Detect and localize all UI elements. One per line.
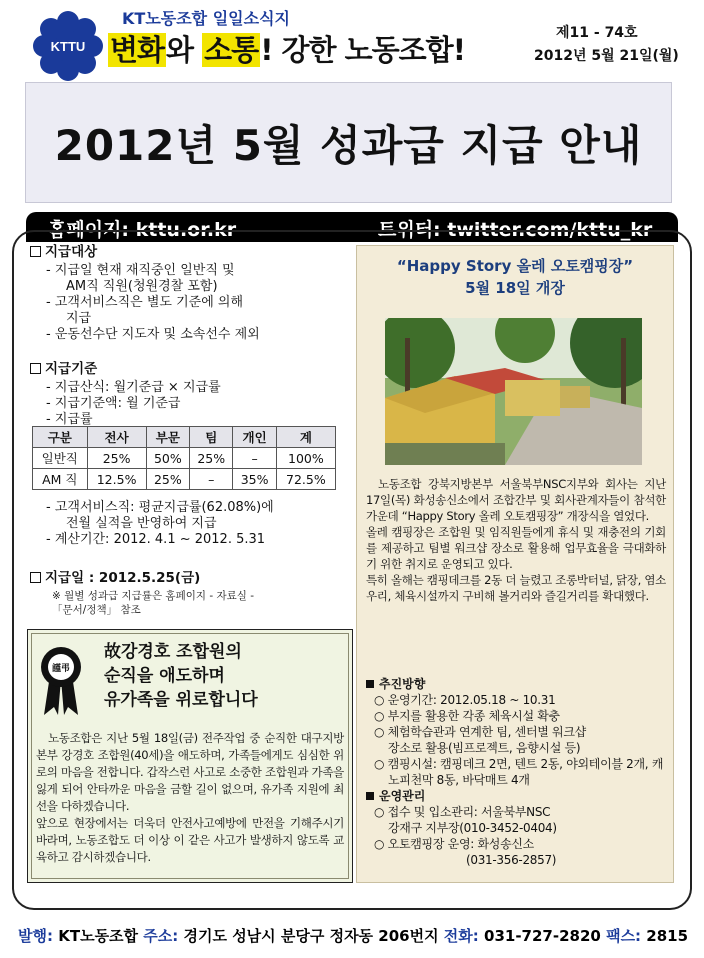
table-cell: 12.5% bbox=[87, 469, 146, 490]
title-band bbox=[25, 82, 672, 203]
table-cell: 25% bbox=[87, 448, 146, 469]
medal-text: 謹弔 bbox=[51, 664, 71, 674]
criteria2-item: 전월 실적을 반영하여 지급 bbox=[66, 516, 217, 531]
footer-address-label: 주소: bbox=[143, 927, 179, 945]
camping-plan-list bbox=[366, 676, 666, 868]
page-title: 2012년 5월 성과급 지급 안내 bbox=[54, 121, 643, 170]
footer-publisher-label: 발행: bbox=[18, 927, 53, 945]
plan-item: 장소로 활용(빔프로젝트, 음향시설 등) bbox=[388, 741, 581, 755]
criteria-item: - 지급산식: 월기준급 × 지급률 bbox=[46, 380, 221, 395]
ops-item: ○ 오토캠핑장 운영: 화성송신소 bbox=[374, 837, 534, 851]
plan-item: ○ 체험학습관과 연계한 팀, 센터별 워크샵 bbox=[374, 725, 586, 739]
ops-heading: 운영관리 bbox=[366, 788, 666, 804]
payday-note: 「문서/정책」 참조 bbox=[52, 604, 141, 616]
footer bbox=[18, 925, 688, 946]
ops-item: (031-356-2857) bbox=[466, 853, 557, 867]
condolence-body bbox=[36, 730, 344, 866]
article-paragraph: 노동조합 강북지방본부 서울북부NSC지부와 회사는 지난 17일(목) 화성송신소에서 조합간부 및 회사관계자들이 참석한 가운데 “Happy Story 올레 오토캠핑장” 개장식을 열었다. bbox=[366, 477, 666, 523]
table-header: 팀 bbox=[190, 427, 233, 448]
left-column-lower bbox=[30, 500, 350, 617]
plan-item: ○ 운영기간: 2012.05.18 ~ 10.31 bbox=[374, 693, 556, 707]
table-row bbox=[33, 469, 336, 490]
square-bullet-icon bbox=[366, 680, 374, 688]
table-header-row bbox=[33, 427, 336, 448]
payday-note: ※ 월별 성과급 지급률은 홈페이지 - 자료실 - bbox=[52, 590, 255, 602]
slogan-part: 와 bbox=[166, 33, 203, 67]
slogan-word-communication: 소통 bbox=[204, 33, 259, 67]
left-column bbox=[30, 240, 350, 428]
section-payday-heading: 지급일 : 2012.5.25(금) bbox=[30, 566, 350, 586]
table-cell: 100% bbox=[276, 448, 335, 469]
homepage-link[interactable]: 홈페이지: kttu.or.kr bbox=[48, 219, 237, 241]
table-cell: 72.5% bbox=[276, 469, 335, 490]
rate-table bbox=[32, 426, 336, 490]
table-row bbox=[33, 448, 336, 469]
table-cell: 25% bbox=[146, 469, 189, 490]
section-target-heading: 지급대상 bbox=[30, 240, 350, 260]
footer-publisher: KT노동조합 bbox=[58, 927, 139, 945]
footer-fax-label: 팩스: bbox=[606, 927, 642, 945]
condolence-paragraph: 앞으로 현장에서는 더욱더 안전사고예방에 만전을 기해주시기 바라며, 노동조합도 더 이상 이 같은 사고가 발생하지 않도록 교육하고 감시하겠습니다. bbox=[36, 816, 344, 864]
table-cell: – bbox=[233, 448, 276, 469]
union-name: KT노동조합 일일소식지 bbox=[122, 9, 290, 28]
footer-fax: 2815 bbox=[646, 927, 689, 945]
target-item: AM직 직원(청원경찰 포함) bbox=[66, 279, 218, 294]
target-item: - 고객서비스직은 별도 기준에 의해 bbox=[46, 295, 244, 310]
criteria2-item: - 계산기간: 2012. 4.1 ~ 2012. 5.31 bbox=[46, 532, 266, 547]
table-cell: 35% bbox=[233, 469, 276, 490]
article-paragraph: 특히 올해는 캠핑데크를 2동 더 늘렸고 조롱박터널, 닭장, 염소우리, 체육시설까지 구비해 볼거리와 즐길거리를 확대했다. bbox=[366, 573, 666, 603]
section-criteria-heading: 지급기준 bbox=[30, 357, 350, 377]
table-header: 개인 bbox=[233, 427, 276, 448]
square-bullet-icon bbox=[366, 792, 374, 800]
ops-item: ○ 접수 및 입소관리: 서울북부NSC bbox=[374, 805, 551, 819]
mourning-ribbon-icon bbox=[38, 645, 84, 717]
kttu-logo-icon bbox=[30, 8, 106, 84]
camping-article-title: “Happy Story 올레 오토캠핑장” 5월 18일 개장 bbox=[396, 257, 634, 297]
target-item: 지급 bbox=[66, 311, 92, 326]
issue-number: 제11 - 74호 bbox=[556, 25, 638, 41]
table-cell: 25% bbox=[190, 448, 233, 469]
footer-phone-label: 전화: bbox=[443, 927, 479, 945]
article-paragraph: 올레 캠핑장은 조합원 및 임직원들에게 휴식 및 재충전의 기회를 제공하고 팀별 워크샵 장소로 활용해 업무효율을 극대화하기 위한 취지로 운영되고 있다. bbox=[366, 525, 666, 571]
camping-article-body bbox=[366, 476, 666, 604]
target-item: - 운동선수단 지도자 및 소속선수 제외 bbox=[46, 327, 260, 342]
checkbox-square-icon bbox=[30, 246, 41, 257]
target-item: - 지급일 현재 재직중인 일반직 및 bbox=[46, 263, 235, 278]
table-header: 계 bbox=[276, 427, 335, 448]
criteria-item: - 지급기준액: 월 기준급 bbox=[46, 396, 181, 411]
twitter-link[interactable]: 트위터: twitter.com/kttu_kr bbox=[378, 219, 653, 241]
plan-item: ○ 부지를 활용한 각종 체육시설 확충 bbox=[374, 709, 560, 723]
table-header: 구분 bbox=[33, 427, 88, 448]
slogan bbox=[108, 28, 465, 69]
plan-item: ○ 캠핑시설: 캠핑데크 2면, 텐트 2동, 야외테이블 2개, 캐노피천막 8동, 바닥매트 4개 bbox=[374, 757, 664, 787]
logo-text: KTTU bbox=[50, 39, 86, 54]
footer-phone: 031-727-2820 bbox=[484, 927, 601, 945]
campsite-photo bbox=[385, 318, 642, 465]
ops-item: 강재구 지부장(010-3452-0404) bbox=[388, 821, 557, 835]
table-cell: – bbox=[190, 469, 233, 490]
table-cell: 일반직 bbox=[33, 448, 88, 469]
checkbox-square-icon bbox=[30, 572, 41, 583]
condolence-title: 故강경호 조합원의 순직을 애도하며 유가족을 위로합니다 bbox=[104, 642, 258, 710]
checkbox-square-icon bbox=[30, 363, 41, 374]
slogan-part-end: ! 강한 노동조합! bbox=[260, 33, 465, 67]
slogan-word-change: 변화 bbox=[110, 33, 165, 67]
criteria2-item: - 고객서비스직: 평균지급률(62.08%)에 bbox=[46, 500, 274, 515]
table-header: 부문 bbox=[146, 427, 189, 448]
condolence-paragraph: 노동조합은 지난 5월 18일(금) 전주작업 중 순직한 대구지방본부 강경호 조합원(40세)을 애도하며, 가족들에게도 심심한 위로의 마음을 전합니다. 갑작스런 사고로 소중한 조합원과 가족을 잃게 되어 안타까운 마음을 금할 길이 없으며, 유가족 지원에 최선을 다하겠습니다. bbox=[36, 731, 344, 813]
criteria-item: - 지급률 bbox=[46, 412, 93, 427]
footer-address: 경기도 성남시 분당구 정자동 206번지 bbox=[183, 927, 439, 945]
table-cell: 50% bbox=[146, 448, 189, 469]
issue-date: 2012년 5월 21일(월) bbox=[534, 48, 679, 64]
table-header: 전사 bbox=[87, 427, 146, 448]
plan-heading: 추진방향 bbox=[366, 676, 666, 692]
table-cell: AM 직 bbox=[33, 469, 88, 490]
